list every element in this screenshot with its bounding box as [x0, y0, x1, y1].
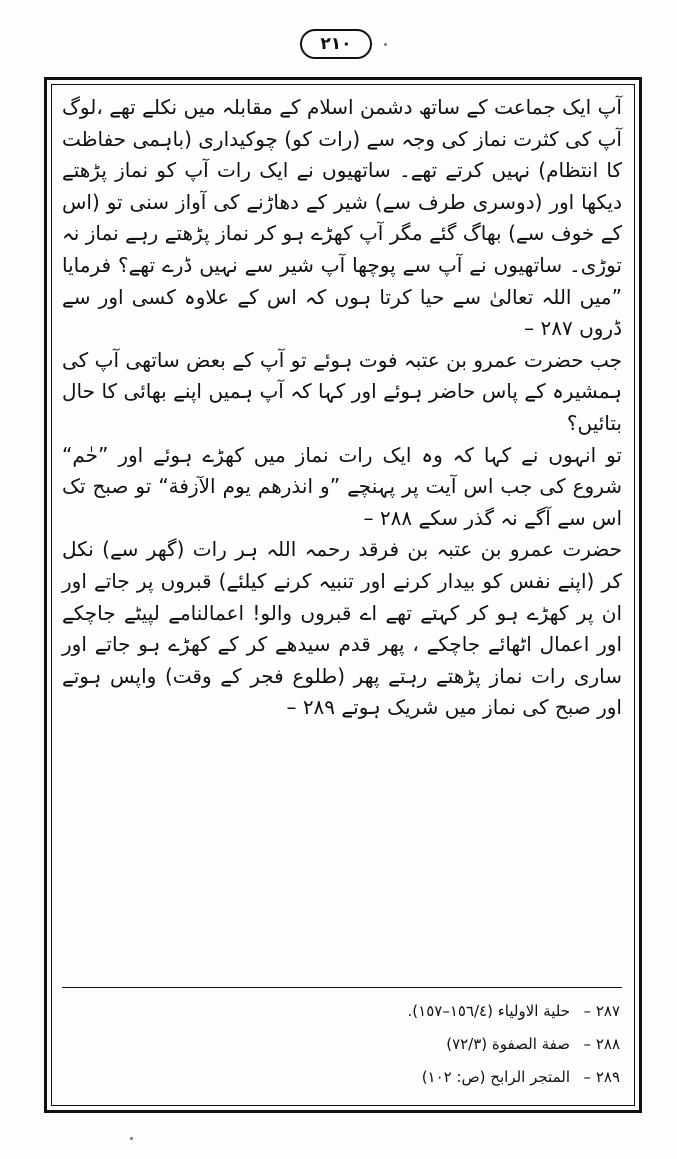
footnote-reference: حلية الاولياء (١٥٦/٤–١٥٧). [407, 1002, 570, 1020]
scan-speck [384, 43, 387, 46]
page-number: ۲۱۰ [320, 34, 352, 54]
footnotes [220, 995, 620, 1094]
main-text [62, 92, 622, 724]
footnote-reference: المتجر الرابح (ص: ١٠٢) [421, 1068, 570, 1086]
footnote-number: ۲۸۸ – [583, 1035, 620, 1053]
footnote-reference: صفة الصفوة (٧٢/٣) [446, 1035, 570, 1053]
paragraph: جب حضرت عمرو بن عتبہ فوت ہوئے تو آپ کے بعض ساتھی آپ کی ہمشیرہ کے پاس حاضر ہوئے اور کہا کہ آپ ہمیں اپنے بھائی کا حال بتائیں؟ [62, 347, 622, 435]
paragraph: حضرت عمرو بن عتبہ بن فرقد رحمہ اللہ ہر رات (گھر سے) نکل کر (اپنے نفس کو بیدار کرنے اور تنبیہ کرنے کیلئے) قبروں پر جاتے اور ان پر کھڑے ہو کر کہتے تھے اے قبروں والو! اعمالنامے لپیٹے جاچکے اور اعمال اٹھائے جاچکے ، پھر قدم سیدھے کر کے کھڑے ہو جاتے اور ساری رات نماز پڑھتے رہتے پھر (طلوع فجر کے وقت) واپس ہوتے اور صبح کی نماز میں شریک ہوتے ۲۸۹ – [62, 537, 622, 720]
paragraph: آپ ایک جماعت کے ساتھ دشمن اسلام کے مقابلہ میں نکلے تھے ،لوگ آپ کی کثرت نماز کی وجہ سے (رات کو) چوکیداری (باہمی حفاظت کا انتظام) نہیں کرتے تھے۔ ساتھیوں نے ایک رات آپ کو نماز پڑھتے دیکھا اور (دوسری طرف سے) شیر کے دھاڑنے کی آواز سنی تو (اس کے خوف سے) بھاگ گئے مگر آپ کھڑے ہو کر نماز پڑھتے رہے نماز نہ توڑی۔ ساتھیوں نے آپ سے پوچھا آپ شیر سے نہیں ڈرے تھے؟ فرمایا ”میں اللہ تعالیٰ سے حیا کرتا ہوں کہ اس کے علاوہ کسی اور سے ڈروں ۲۸۷ – [62, 95, 622, 341]
footnote [220, 995, 620, 1028]
page-number-badge [300, 29, 372, 59]
scan-speck [130, 1137, 133, 1140]
footnote [220, 1061, 620, 1094]
footnote-number: ۲۸۹ – [583, 1068, 620, 1086]
footnote-number: ۲۸۷ – [583, 1002, 620, 1020]
paragraph: تو انہوں نے کہا کہ وہ ایک رات نماز میں کھڑے ہوئے اور ”حٰم“ شروع کی جب اس آیت پر پہنچے ”و انذرهم يوم الآزفة“ تو صبح تک اس سے آگے نہ گذر سکے ۲۸۸ – [62, 442, 622, 530]
footnote-divider [62, 987, 622, 988]
footnote [220, 1028, 620, 1061]
